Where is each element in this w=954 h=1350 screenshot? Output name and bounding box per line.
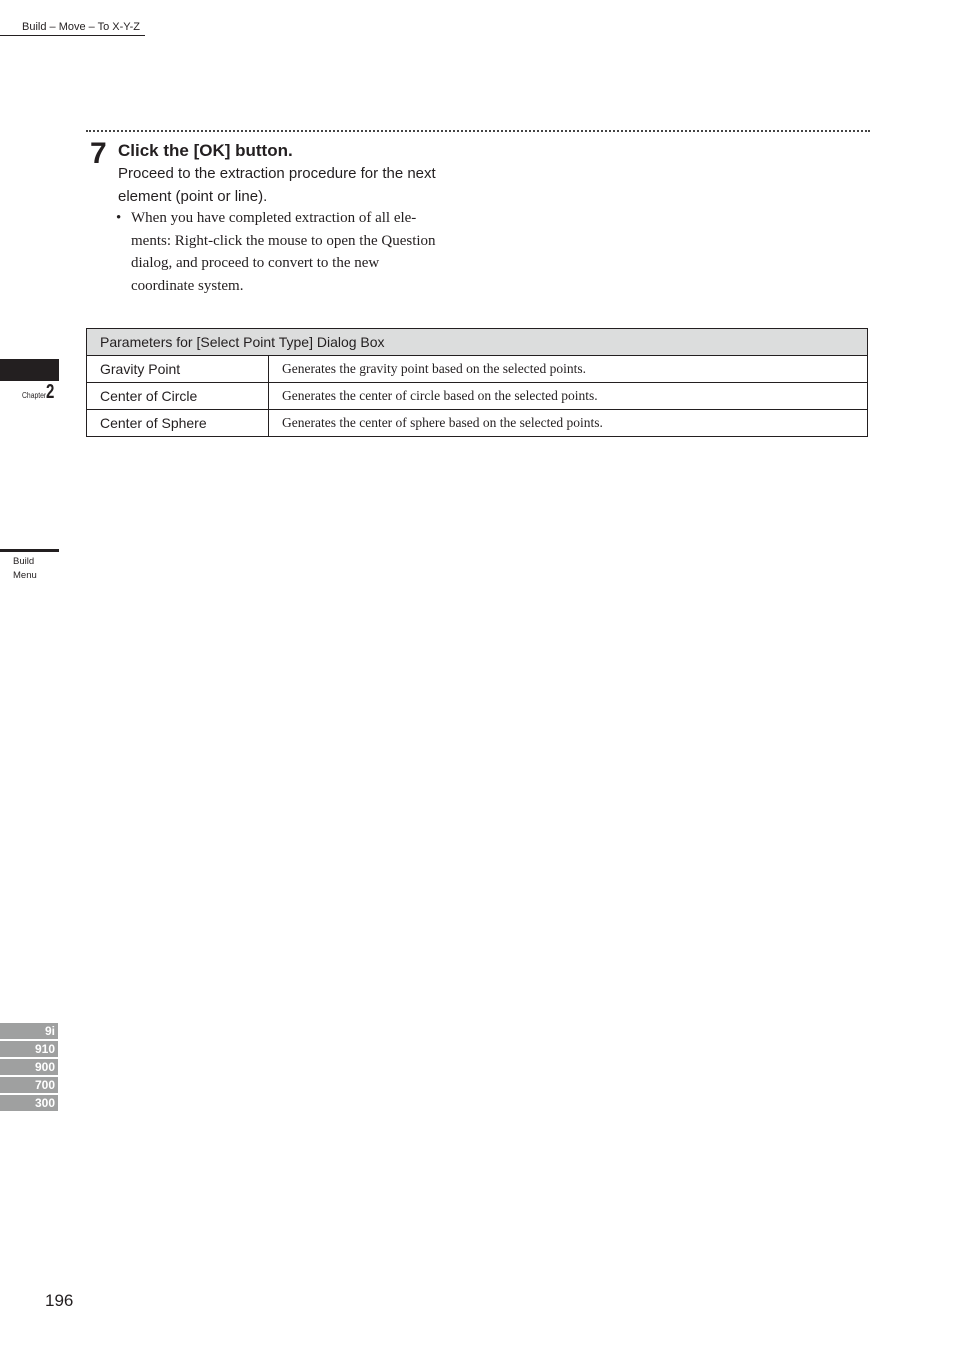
table-header-row (87, 329, 868, 356)
table-row (87, 383, 868, 410)
step-body: Proceed to the extraction procedure for the next element (point or line). (118, 165, 436, 205)
dotted-divider (86, 130, 870, 132)
model-tabs (0, 1023, 58, 1113)
parameter-name: Gravity Point (87, 356, 269, 383)
model-tab: 700 (0, 1077, 58, 1093)
step-number: 7 (90, 137, 106, 170)
parameter-description: Generates the center of sphere based on the selected points. (269, 410, 868, 437)
chapter-label: Chapter (22, 391, 47, 400)
parameter-name: Center of Circle (87, 383, 269, 410)
header-breadcrumb: Build – Move – To X-Y-Z (22, 21, 141, 33)
section-label-line2: Menu (13, 570, 37, 581)
table-row (87, 410, 868, 437)
header-rule (0, 35, 145, 36)
parameter-name: Center of Sphere (87, 410, 269, 437)
model-tab: 910 (0, 1041, 58, 1057)
chapter-number: 2 (46, 381, 55, 403)
section-label (13, 555, 37, 583)
model-tab: 9i (0, 1023, 58, 1039)
table-row (87, 356, 868, 383)
step-title: Click the [OK] button. (118, 141, 293, 160)
bullet-marker: • (116, 210, 122, 226)
section-label-line1: Build (13, 556, 35, 567)
bullet-text: When you have completed extraction of all ele-ments: Right-click the mouse to open the Question dialog, and proceed to convert to the new coordinate system. (131, 210, 436, 295)
chapter-tab (0, 359, 59, 381)
parameter-description: Generates the gravity point based on the selected points. (269, 356, 868, 383)
page-number: 196 (45, 1291, 74, 1310)
parameter-description: Generates the center of circle based on the selected points. (269, 383, 868, 410)
section-rule (0, 549, 59, 552)
parameters-table (86, 328, 868, 437)
model-tab: 300 (0, 1095, 58, 1111)
table-title: Parameters for [Select Point Type] Dialog Box (87, 329, 868, 356)
model-tab: 900 (0, 1059, 58, 1075)
